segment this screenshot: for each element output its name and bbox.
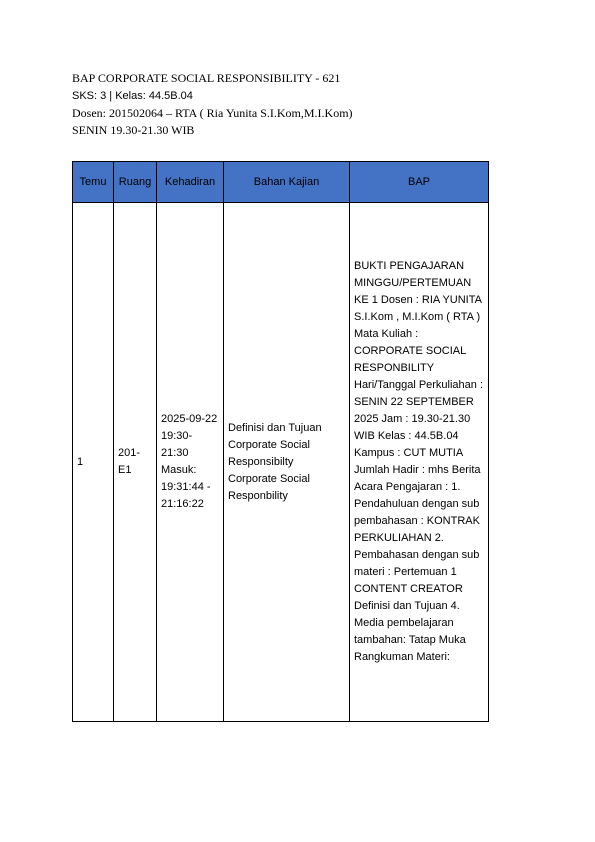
cell-temu: 1 <box>73 203 114 722</box>
column-header-bap: BAP <box>350 162 489 203</box>
table-header-row <box>73 162 489 203</box>
column-header-temu: Temu <box>73 162 114 203</box>
dosen-info: Dosen: 201502064 – RTA ( Ria Yunita S.I.Kom,M.I.Kom) <box>72 105 353 120</box>
cell-ruang: 201-E1 <box>114 203 157 722</box>
table-row <box>73 203 489 722</box>
document-title: BAP CORPORATE SOCIAL RESPONSIBILITY - 621 <box>72 71 341 85</box>
document-header <box>72 70 532 140</box>
cell-bahan-kajian: Definisi dan Tujuan Corporate Social Responsibilty Corporate Social Responbility <box>224 203 350 722</box>
cell-kehadiran: 2025-09-22 19:30-21:30 Masuk: 19:31:44 - 21:16:22 <box>157 203 224 722</box>
cell-bap <box>350 203 489 722</box>
schedule-info: SENIN 19.30-21.30 WIB <box>72 123 195 137</box>
column-header-kehadiran: Kehadiran <box>157 162 224 203</box>
column-header-ruang: Ruang <box>114 162 157 203</box>
bap-table <box>72 161 489 722</box>
column-header-bahan-kajian: Bahan Kajian <box>224 162 350 203</box>
bap-description: BUKTI PENGAJARAN MINGGU/PERTEMUAN KE 1 Dosen : RIA YUNITA S.I.Kom , M.I.Kom ( RTA ) Mata Kuliah : CORPORATE SOCIAL RESPONBILITY Hari/Tanggal Perkuliahan : SENIN 22 SEPTEMBER 2025 Jam : 19.30-21.30 WIB Kelas : 44.5B.04 Kampus : CUT MUTIA Jumlah Hadir : mhs Berita Acara Pengajaran : 1. Pendahuluan dengan sub pembahasan : KONTRAK PERKULIAHAN 2. Pembahasan dengan sub materi : Pertemuan 1 CONTENT CREATOR Definisi dan Tujuan 4. Media pembelajaran tambahan: Tatap Muka Rangkuman Materi: <box>354 260 484 663</box>
sks-kelas-info: SKS: 3 | Kelas: 44.5B.04 <box>72 89 193 102</box>
